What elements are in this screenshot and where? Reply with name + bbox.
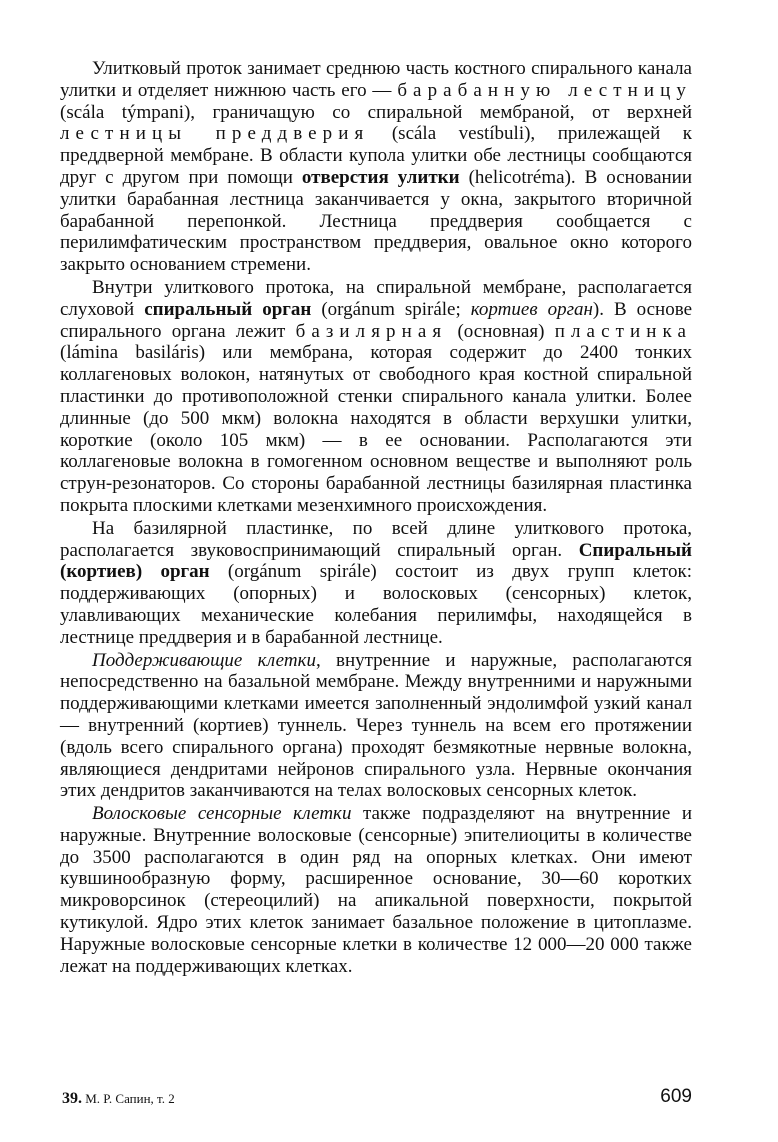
text-run: Улитковый проток занимает среднюю часть костного спирального канала улитки и отделяет нижнюю часть его — [60,58,692,101]
paragraph-spiral-organ-location [60,277,692,517]
page-number: 609 [660,1086,692,1107]
paragraph-spiral-organ-cells [60,518,692,649]
spaced-term-lamina: пластинка [554,320,693,342]
printer-signature [62,1090,175,1108]
text-run: (orgánum spirále) состоит из двух групп клеток: поддерживающих (опорных) и волосковых (сенсорных) клеток, улавливающих механические колебания перилимфы, находящейся в лестнице преддверия и в барабанной лестнице. [60,561,692,648]
text-run: (scála vestíbuli), прилежащей к преддверной мембране. В области купола улитки обе лестницы сообщаются друг с другом при помощи [60,123,692,188]
text-run: (helicotréma). В основании улитки барабанная лестница заканчивается у окна, закрытого вторичной барабанной перепонкой. Лестница преддверия сообщается с перилимфатическим пространством преддверия, овальное окно которого закрыто основанием стремени. [60,166,693,276]
spaced-term-basilar: базилярная [295,320,448,342]
spaced-term-scala-tympani: барабанную лестницу [397,79,692,101]
page-footer [62,1086,692,1110]
italic-term-corti-organ: кортиев орган [470,298,593,320]
text-run: (scála týmpani), граничащую со спиральной мембраной, от верхней [60,101,692,123]
text-run: На базилярной пластинке, по всей длине улиткового протока, располагается звуковоспринимающий спиральный орган. [60,517,692,561]
paragraph-supporting-cells [60,650,692,803]
body-text [60,58,692,977]
signature-number: 39. [62,1090,82,1107]
bold-term-spiral-organ: спиральный орган [144,298,312,320]
spaced-term-scala-vestibuli: лестницы преддверия [60,123,370,145]
paragraph-hair-cells [60,803,692,977]
text-run: Внутри улиткового протока, на спиральной мембране, располагается слуховой [60,276,692,320]
signature-text: М. Р. Сапин, т. 2 [82,1091,175,1106]
paragraph-cochlear-duct [60,58,692,276]
text-run: (lámina basiláris) или мембрана, которая содержит до 2400 тонких коллагеновых волокон, натянутых от свободного края костной спиральной пластинки до противоположной стенки спирального канала улитки. Более длинные (до 500 мкм) волокна находятся в области верхушки улитки, короткие (около 105 мкм) — в ее основании. Располагаются эти коллагеновые волокна в гомогенном основном веществе и выполняют роль струн-резонаторов. Со стороны барабанной лестницы базилярная пластинка покрыта плоскими клетками мезенхимного происхождения. [60,342,692,516]
bold-term-helicotrema: отверстия улитки [301,166,460,188]
italic-term-hair-cells: Волосковые сенсорные клетки [92,803,352,825]
text-run: ). В основе спирального органа лежит [60,298,693,342]
bold-term-corti-organ: Спиральный (кортиев) орган [60,539,692,583]
text-run: (основная) [447,320,555,342]
italic-term-supporting-cells: Поддерживающие клетки [92,649,316,671]
text-run: также подразделяют на внутренние и наружные. Внутренние волосковые (сенсорные) эпителиоциты в количестве до 3500 располагаются в один ряд на опорных клетках. Они имеют кувшинообразную форму, расширенное основание, 30—60 коротких микроворсинок (стереоцилий) на апикальной поверхности, покрытой кутикулой. Ядро этих клеток занимает базальное положение в цитоплазме. Наружные волосковые сенсорные клетки в количестве 12 000—20 000 также лежат на поддерживающих клетках. [60,803,692,977]
text-run: (orgánum spirále; [311,298,471,320]
text-run: , внутренние и наружные, располагаются непосредственно на базальной мембране. Между внутренними и наружными поддерживающими клетками имеется заполненный эндолимфой узкий канал — внутренний (кортиев) туннель. Через туннель на всем его протяжении (вдоль всего спирального органа) проходят безмякотные нервные волокна, являющиеся дендритами нейронов спирального узла. Нервные окончания этих дендритов заканчиваются на телах волосковых сенсорных клеток. [60,649,693,802]
